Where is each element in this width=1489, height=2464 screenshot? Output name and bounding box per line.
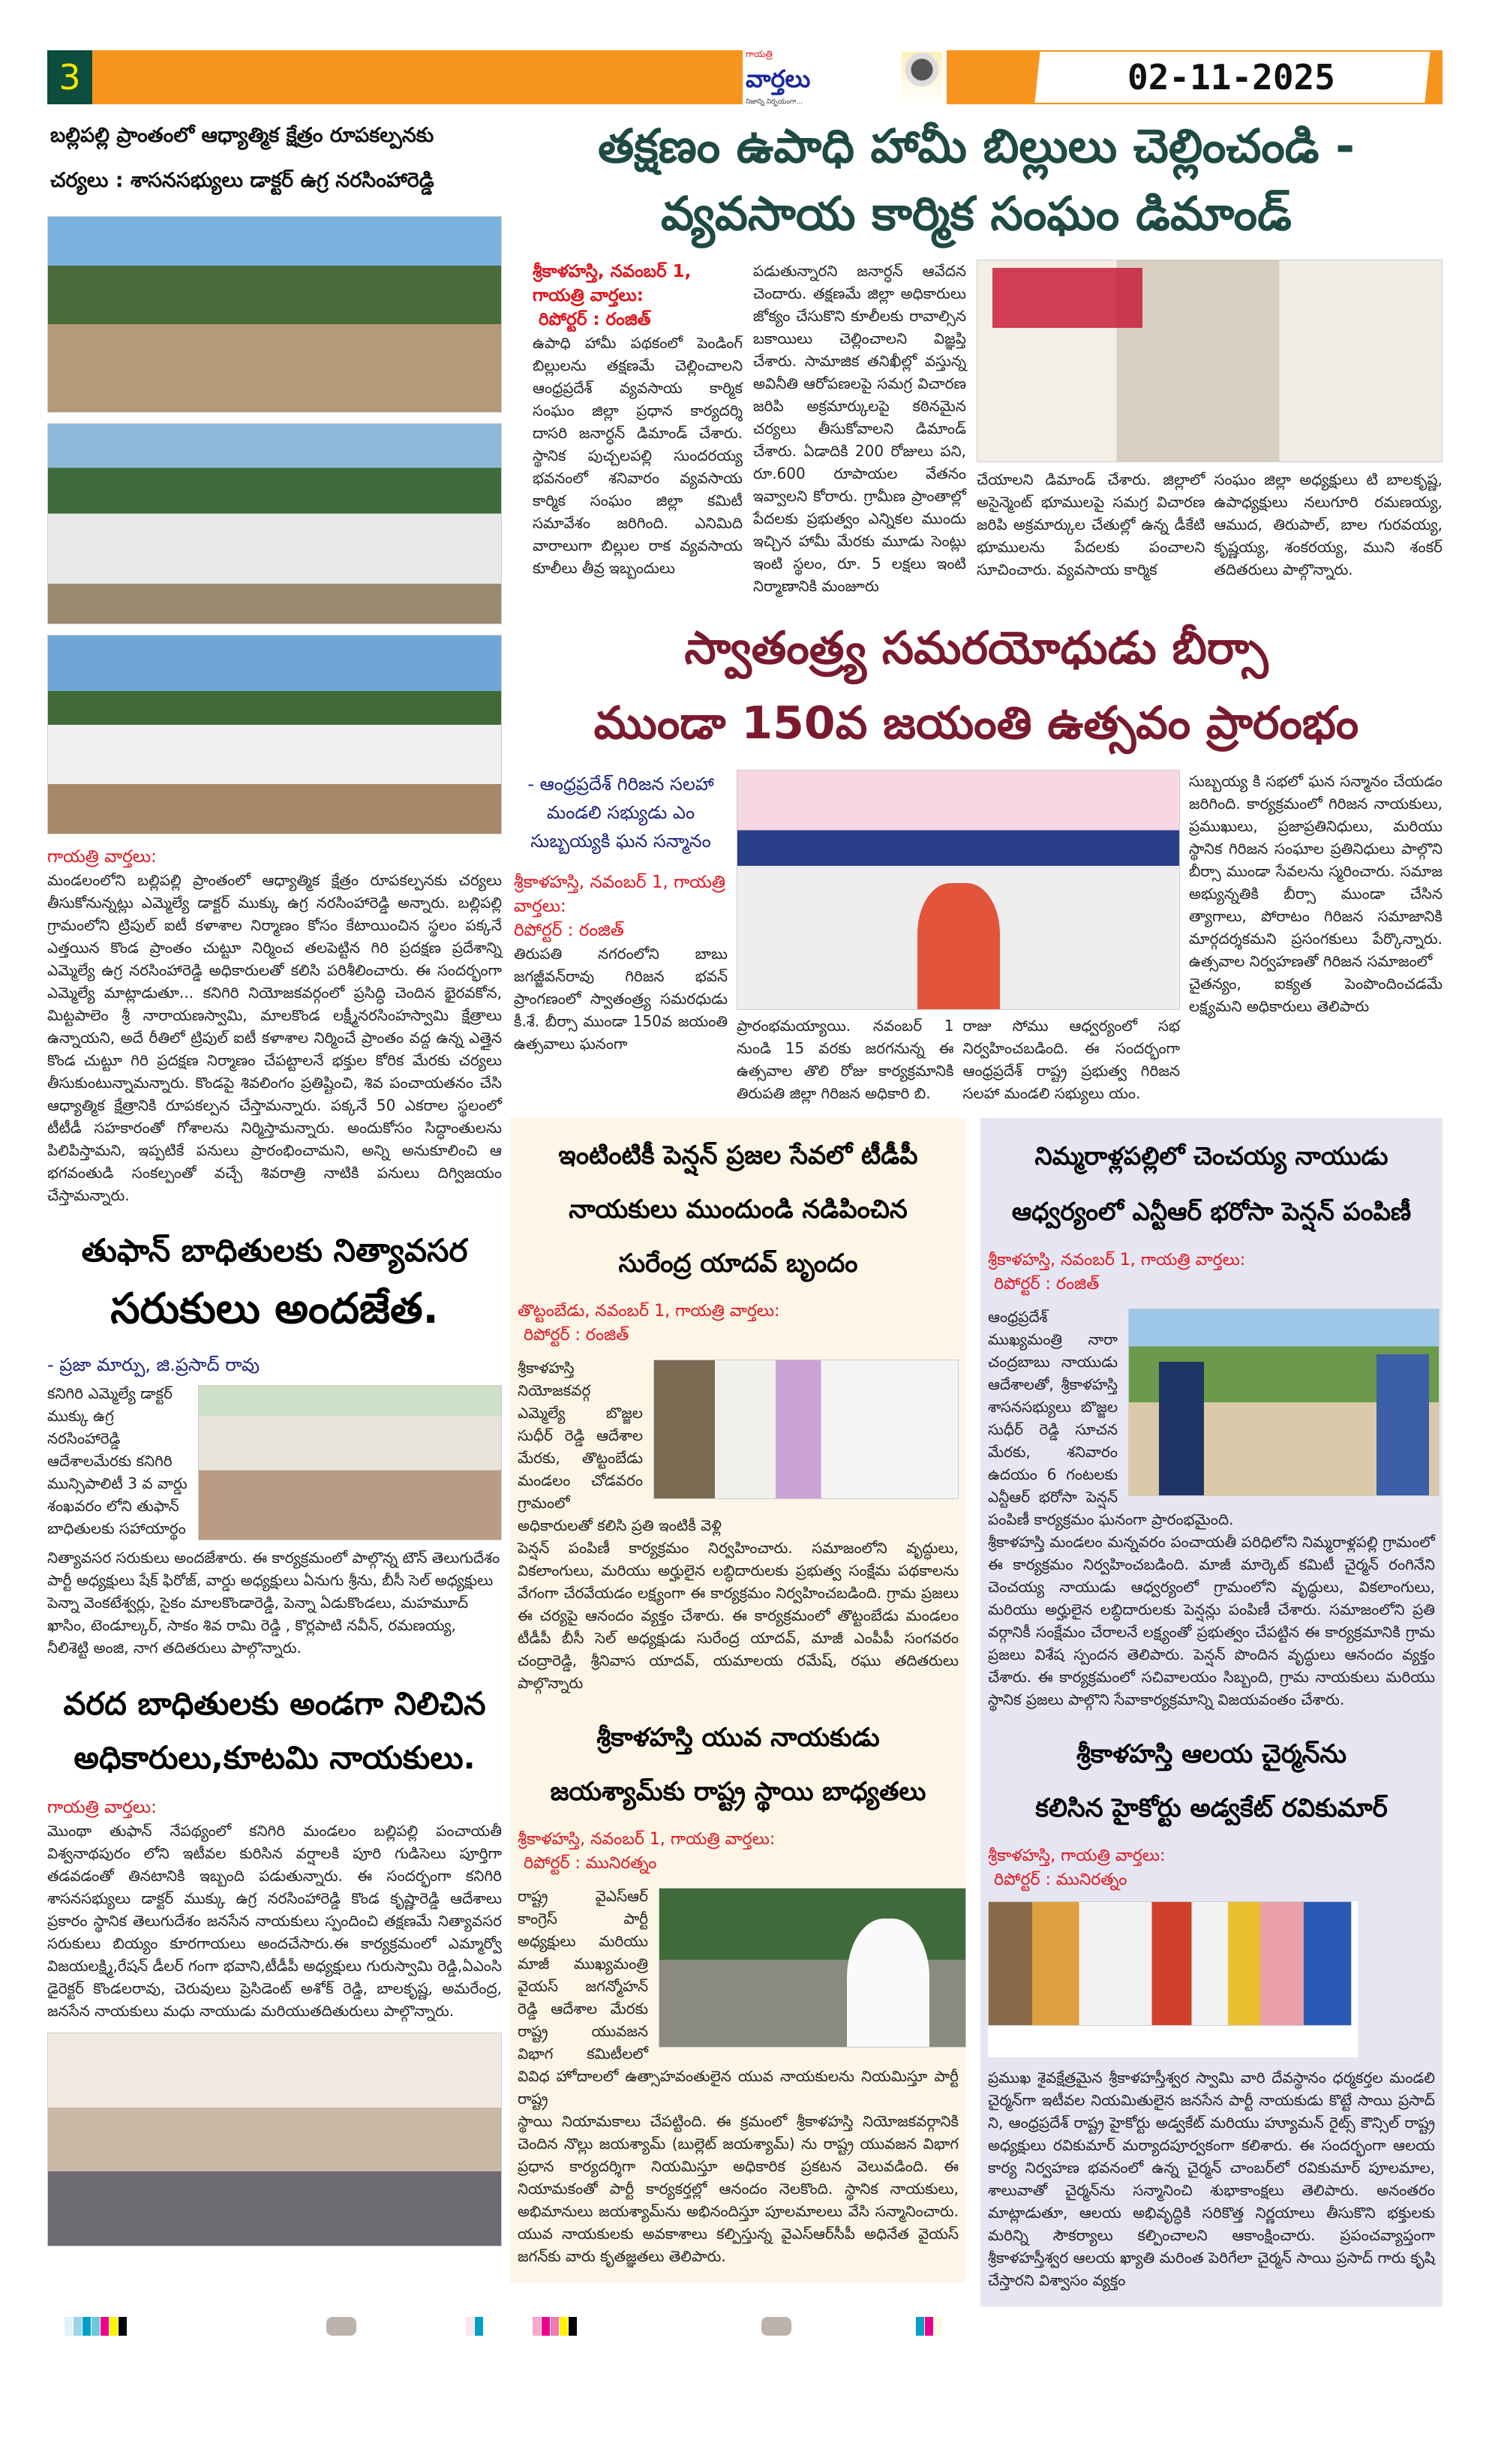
reporter: రిపోర్టర్ : రంజిత్ <box>539 310 651 329</box>
headline-line: ఆధ్వర్యంలో ఎన్టీఆర్ భరోసా పెన్షన్ పంపిణీ <box>1011 1197 1412 1226</box>
site-visit-photo-2 <box>47 423 502 624</box>
dateline-text: శ్రీకాళహస్తి, నవంబర్ 1, గాయత్రి వార్తలు: <box>518 1830 776 1849</box>
headline-line: శ్రీకాళహస్తి యువ నాయకుడు <box>596 1723 880 1753</box>
jayasyam-body: స్థాయి నియామకాలు చేపట్టింది. ఈ క్రమంలో శ్రీకాళహస్తి నియోజకవర్గానికి చెందిన నొల్లు జయశ్యామ్ (బుల్లెట్ జయశ్యామ్) ను రాష్ట్ర యువజన విభాగ ప్రధాన కార్యదర్శిగా నియమిస్తూ అధికారిక ప్రకటన వెలువడింది. ఈ నియామకంతో పార్టీ కార్యకర్తల్లో ఆనందం నెలకొంది. స్థానిక నాయకులు, అభిమానులు జయశ్యామ్‌ను అభినందిస్తూ పూలమాలలు వేసి సన్మానించారు. యువ నాయకులకు అవకాశాలు కల్పిస్తున్న వైఎస్ఆర్‌సీపీ అధినేత వైయస్ జగన్‌కు వారు కృతజ్ఞతలు తెలిపారు. <box>518 2112 959 2265</box>
site-visit-photo-3 <box>47 635 502 834</box>
logo-small-text: గాయత్రి <box>746 49 773 59</box>
headline-line: వ్యవసాయ కార్మిక సంఘం డిమాండ్ <box>661 186 1292 241</box>
color-mark <box>466 2317 474 2336</box>
color-mark <box>119 2317 127 2336</box>
article2-col1: తిరుపతి నగరంలోని బాబు జగజ్జీవన్‌రావు గిరిజన భవన్ ప్రాంగణంలో స్వాతంత్ర్య సమరధుడు కీ.శే. బీర్సా ముండా 150వ జయంతి ఉత్సవాలు ఘనంగా <box>514 945 728 1053</box>
varada-headline <box>47 1677 502 1785</box>
headline-line: అధికారులు,కూటమి నాయకులు. <box>74 1739 476 1776</box>
left-column <box>47 113 502 2306</box>
article2-bottom-a: ప్రారంభమయ్యాయి. నవంబర్ 1 నుండి 15 వరకు జరగనున్న ఈ ఉత్సవాల తొలి రోజు కార్యక్రమానికి తిరుపతి జిల్లా గిరిజన అధికారి బి. <box>737 1017 954 1102</box>
article1-col2: పడుతున్నారని జనార్ధన్ ఆవేదన చెందారు. తక్షణమే జిల్లా అధికారులు జోక్యం చేసుకొని కూలీలకు రావాల్సిన బకాయిలు చెల్లించాలని విజ్ఞప్తి చేశారు. సామాజిక తనిఖీల్లో వస్తున్న అవినీతి ఆరోపణలపై సమగ్ర విచారణ జరిపి అక్రమార్కులపై కఠినమైన చర్యలు తీసుకోవాలని డిమాండ్ చేశారు. ఏడాదికి 200 రోజులు పని, రూ.600 రూపాయల వేతనం ఇవ్వాలని కోరారు. గ్రామీణ ప్రాంతాల్లో పేదలకు ప్రభుత్వం ఎన్నికల ముందు ఇచ్చిన హామీ మేరకు మూడు సెంట్లు ఇంటి స్థలం, రూ. 5 లక్షలు ఇంటి నిర్మాణానికి మంజూరు <box>753 262 966 595</box>
pension-dateline <box>518 1300 959 1348</box>
reporter: రిపోర్టర్ : రంజిత్ <box>994 1275 1100 1294</box>
color-mark <box>761 2317 791 2336</box>
dateline-text: శ్రీకాళహస్తి, నవంబర్ 1, గాయత్రి వార్తలు: <box>988 1251 1246 1270</box>
headline-line: తక్షణం ఉపాధి హామీ బిల్లులు చెల్లించండి - <box>597 119 1355 173</box>
article1-col3: చేయాలని డిమాండ్ చేశారు. జిల్లాలో అసైన్మెంట్ భూములపై సమగ్ర విచారణ జరిపి అక్రమార్కుల చేతుల్లో ఉన్న డీకేటి భూములను పేదలకు పంచాలని సూచించారు. వ్యవసాయ కార్మిక <box>977 470 1205 578</box>
dateline-text: శ్రీకాళహస్తి, నవంబర్ 1, గాయత్రి వార్తలు: <box>514 873 725 916</box>
article2-dateline <box>514 870 728 942</box>
subhead-line: చర్యలు : శాసనసభ్యులు డాక్టర్ ఉగ్ర నరసింహారెడ్డి <box>50 169 434 192</box>
temple-dateline <box>988 1844 1435 1892</box>
issue-date: 02-11-2025 <box>1127 57 1335 98</box>
headline-line: కలిసిన హైకోర్టు అడ్వకేట్ రవికుమార్ <box>1035 1793 1388 1823</box>
article2-headline <box>510 611 1442 761</box>
right-area <box>510 113 1442 2306</box>
color-mark <box>65 2317 73 2336</box>
headline-line: ఇంటింటికీ పెన్షన్ ప్రజల సేవలో టీడీపీ <box>558 1140 918 1170</box>
ntr-pension-dateline <box>988 1249 1435 1297</box>
article1-col4: సంఘం జిల్లా అధ్యక్షులు టి బాలకృష్ణ, ఉపాధ్యక్షులు నలుగూరి రమణయ్య, ఆముద, తిరుపాల్, బాల గురవయ్య, కృష్ణయ్య, శంకరయ్య, ముని శంకర్ తదితరులు పాల్గొన్నారు. <box>1214 470 1442 578</box>
temple-photo-frame <box>988 1901 1358 2057</box>
color-mark <box>551 2317 559 2336</box>
tufan-body: నిత్యావసర సరుకులు అందజేశారు. ఈ కార్యక్రమంలో పాల్గొన్న టౌన్ తెలుగుదేశం పార్టీ అధ్యక్షులు షేక్ ఫిరోజ్, వార్డు అధ్యక్షులు ఏనుగు శ్రీను, బీసీ సెల్ అధ్యక్షులు పెన్నా వెంకటేశ్వర్లు, సైకం మాలకొండారెడ్డి, పెన్నా ఏడుకొండలు, మహమూద్ ఖాసిం, టెండూల్కర్, సాకం శివ రామి రెడ్డి , కొర్లపాటి నవీన్, రమణయ్య, నీలిశెట్టి అంజి, నాగ తదితరులు పాల్గొన్నారు. <box>47 1549 500 1657</box>
ntr-pension-narrow-text: ఆంధ్రప్రదేశ్ ముఖ్యమంత్రి నారా చంద్రబాబు నాయుడు ఆదేశాలతో, శ్రీకాళహస్తి శాసనసభ్యులు బొజ్జల సుధీర్ రెడ్డి సూచన మేరకు, శనివారం ఉదయం 6 గంటలకు ఎన్టీఆర్ భరోసా పెన్షన్ పంపిణీ కార్యక్రమం ఘనంగా ప్రారంభమైంది. <box>988 1308 1234 1528</box>
reporter: రిపోర్టర్ : రంజిత్ <box>524 1326 629 1345</box>
portrait-icon <box>902 52 942 103</box>
tufan-headline <box>47 1224 502 1342</box>
color-mark <box>83 2317 91 2336</box>
varada-dateline: గాయత్రి వార్తలు: <box>47 1798 157 1817</box>
color-mark <box>560 2317 568 2336</box>
varada-body: మొంథా తుఫాన్ నేపథ్యంలో కనిగిరి మండలం బల్లిపల్లి పంచాయతీ విశ్వనాథపురం లోని ఇటీవల కురిసిన వర్షాలకి పూరి గుడిసెలు పూర్తిగా తడవడంతో తినటానికి ఇబ్బంది పడుతున్నారు. ఈ సందర్భంగా కనిగిరి శాసనసభ్యులు డాక్టర్ ముక్కు ఉగ్ర నరసింహారెడ్డి కొండ కృష్ణారెడ్డి ఆదేశాలు ప్రకారం స్థానిక తెలుగుదేశం జనసేన నాయకులు స్పందించి తక్షణమే నిత్యావసర సరుకులు బియ్యం కూరగాయలు అందచేసారు.ఈ కార్యక్రమంలో ఎమ్మార్వో విజయలక్ష్మి,రేషన్ డీలర్ గంగా భవాని,టీడీపీ అధ్యక్షులు గురుస్వామి రెడ్డి,ఏఎంసి డైరెక్టర్ కొండలరావు, చెరువులు ప్రెసిడెంట్ అశోక్ రెడ్డి, బాలకృష్ణ, అమరేంద్ర, జనసేన నాయకులు మధు నాయుడు మరియుతదితురులు పాల్గొన్నారు. <box>47 1822 502 2020</box>
article2-bottom-c: చైతన్యం, ఐక్యత పెంపొందించడమే లక్ష్యమని అధికారులు తెలిపారు <box>1189 975 1442 1015</box>
temple-body: ప్రముఖ శైవక్షేత్రమైన శ్రీకాళహస్తీశ్వర స్వామి వారి దేవస్థానం ధర్మకర్తల మండలి చైర్మన్‌గా ఇటీవల నియమితులైన జనసేన పార్టీ నాయకుడు కొట్టే సాయి ప్రసాద్ ని, ఆంధ్రప్రదేశ్ రాష్ట్ర హైకోర్టు అడ్వకేట్ మరియు హ్యూమన్ రైట్స్ కౌన్సిల్ రాష్ట్ర అధ్యక్షులు రవికుమార్ మర్యాదపూర్వకంగా కలిశారు. ఈ సందర్భంగా ఆలయ కార్య నిర్వహణ భవనంలో ఉన్న చైర్మన్ చాంబర్‌లో రవికుమార్ పూలమాల, శాలువాతో చైర్మన్‌ను సన్మానించి శుభాకాంక్షలు తెలిపారు. అనంతరం మాట్లాడుతూ, ఆలయ అభివృద్ధికి సరికొత్త నిర్ణయాలు తీసుకొని భక్తులకు మరిన్ని సౌకర్యాలు కల్పించాలని ఆకాంక్షించారు. ప్రపంచవ్యాప్తంగా శ్రీకాళహస్తీశ్వర ఆలయ ఖ్యాతి మరింత పెరిగేలా చైర్మన్ సాయి ప్రసాద్ గారు కృషి చేస్తారని విశ్వాసం వ్యక్తం <box>988 2069 1435 2289</box>
ntr-pension-body: శ్రీకాళహస్తి మండలం మన్నవరం పంచాయతీ పరిధిలోని నిమ్మరాళ్లపల్లి గ్రామంలో ఈ కార్యక్రమం నిర్వహించబడింది. మాజీ మార్కెట్ కమిటీ చైర్మన్ రంగినేని చెంచయ్య నాయుడు ఆధ్వర్యంలో గ్రామంలోని వృద్ధులు, వికలాంగులు, మరియు అర్హులైన లబ్ధిదారులకు పెన్షన్లు పంపిణీ చేశారు. సమాజంలోని ప్రతి వర్గానికీ సంక్షేమం చేరాలనే లక్ష్యంతో ప్రభుత్వం చేపట్టిన ఈ కార్యక్రమానికి గ్రామ ప్రజలు విశేష స్పందన తెలిపారు. పెన్షన్ పొందిన వృద్ధులు ఆనందం వ్యక్తం చేశారు. ఈ కార్యక్రమంలో సచివాలయం సిబ్బంది, గ్రామ నాయకులు మరియు స్థానిక ప్రజలు పాల్గొని సేవాకార్యక్రమాన్ని విజయవంతం చేశారు. <box>988 1533 1435 1708</box>
headline-line: సురేంద్ర యాదవ్ బృందం <box>618 1249 858 1279</box>
color-mark <box>74 2317 82 2336</box>
color-mark <box>110 2317 118 2336</box>
temple-chairman-photo <box>988 1901 1352 2026</box>
dateline-text: శ్రీకాళహస్తి, నవంబర్ 1, గాయత్రి వార్తలు: <box>533 262 692 305</box>
article1-dateline <box>533 260 743 332</box>
color-mark <box>101 2317 109 2336</box>
reporter: రిపోర్టర్ : రంజిత్ <box>514 921 624 940</box>
logo-main-text: వార్తలు <box>746 65 811 93</box>
headline-line: స్వాతంత్ర్య సమరయోధుడు బీర్సా <box>684 622 1268 675</box>
color-mark <box>326 2317 356 2336</box>
color-mark <box>533 2317 541 2336</box>
pension-body: పెన్షన్ పంపిణీ కార్యక్రమం నిర్వహించారు. సమాజంలోని వృద్ధులు, వికలాంగులు, మరియు అర్హులైన లబ్ధిదారులకు ప్రభుత్వ సంక్షేమ పథకాలను వేగంగా చేరవేయడం లక్ష్యంగా ఈ కార్యక్రమం నిర్వహించబడింది. గ్రామ ప్రజలు ఈ చర్యపై ఆనందం వ్యక్తం చేశారు. ఈ కార్యక్రమంలో తొట్టంబేడు మండలం టీడీపీ బీసీ సెల్ అధ్యక్షుడు సురేంద్ర యాదవ్, మాజీ ఎంపీపీ సంగవరం చంద్రారెడ్డి, శ్రీనివాస యాదవ్, యమాలయ రమేష్, రఘు తదితరులు పాల్గొన్నారు <box>518 1539 959 1692</box>
headline-line: ముండా 150వ జయంతి ఉత్సవం ప్రారంభం <box>593 697 1359 750</box>
pension-panel <box>510 1118 966 2282</box>
pension-distribution-photo <box>653 1360 959 1499</box>
jayasyam-portrait-photo <box>659 1888 966 2048</box>
color-mark <box>475 2317 483 2336</box>
headline-line: సరుకులు అందజేత. <box>110 1285 439 1333</box>
dateline-text: శ్రీకాళహస్తి, గాయత్రి వార్తలు: <box>988 1846 1166 1865</box>
color-mark <box>934 2317 942 2336</box>
reporter: రిపోర్టర్ : మునిరత్నం <box>994 1871 1127 1889</box>
ntr-pension-headline <box>988 1128 1435 1240</box>
tufan-narrow-text: కనిగిరి ఎమ్మెల్యే డాక్టర్ ముక్కు ఉగ్ర నరసింహారెడ్డి ఆదేశాలమేరకు కనిగిరి మున్సిపాలిటీ 3 వ వార్డు శంఖవరం లోని తుఫాన్ బాధితులకు సహాయార్థం <box>47 1384 188 1537</box>
headline-line: జయశ్యామ్‌కు రాష్ట్ర స్థాయి బాధ్యతలు <box>550 1777 926 1807</box>
subhead-line: బల్లిపల్లి ప్రాంతంలో ఆధ్యాత్మిక క్షేత్రం రూపకల్పనకు <box>50 124 434 147</box>
jayasyam-headline <box>518 1711 959 1819</box>
color-mark <box>92 2317 100 2336</box>
color-mark <box>569 2317 577 2336</box>
newspaper-logo <box>743 47 947 107</box>
left-article-body: మండలంలోని బల్లిపల్లి ప్రాంతంలో ఆధ్యాత్మిక క్షేత్రం రూపకల్పనకు చర్యలు తీసుకోనున్నట్లు ఎమ్మెల్యే డాక్టర్ ముక్కు ఉగ్ర నరసింహారెడ్డి అన్నారు. బల్లిపల్లి గ్రామంలోని ట్రిపుల్ ఐటీ కళాశాల నిర్మాణం కోసం కేటాయించిన స్థలం పక్కనే ఎత్తయిన కొండ ప్రాంతం చుట్టూ నిర్మించ తలపెట్టిన గిరి ప్రదక్షణ ప్రదేశాన్ని ఎమ్మెల్యే ఉగ్ర నరసింహారెడ్డి అధికారులతో కలిసి పరిశీలించారు. ఈ సందర్భంగా ఎమ్మెల్యే మాట్లాడుతూ... కనిగిరి నియోజకవర్గంలో ప్రసిద్ధి చెందిన భైరవకోన, మిట్టపాలెం శ్రీ నారాయణస్వామి, మాలకొండ లక్ష్మీనరసింహస్వామి క్షేత్రాలు ఉన్నాయని, అదే రీతిలో ట్రిపుల్ ఐటీ కళాశాల నిర్మించే ప్రాంతం వద్ద ఉన్న ఎత్తైన కొండ చుట్టూ గిరి ప్రదక్షణ నిర్మాణం చేపట్టాలనే భక్తుల కోరిక మేరకు చర్యలు తీసుకుంటున్నామన్నారు. కొండపై శివలింగం ప్రతిష్టించి, శివ పంచాయతనం చేసి ఆధ్యాత్మిక క్షేత్రానికి రూపకల్పన చేస్తామన్నారు. పక్కనే 50 ఎకరాల స్థలంలో టీటీడీ సహకారంతో గోశాలను నిర్మిస్తామన్నారు. అందుకోసం సిద్ధాంతులను పిలిపిస్తామని, ఇప్పటికే పనులు ప్రారంభించామని, అన్ని అనుకూలించి ఆ భగవంతుడి సంకల్పంతో వచ్చే శివరాత్రి నాటికి పనులు దిగ్విజయం చేస్తామన్నారు. <box>47 871 502 1204</box>
ntr-pension-photo <box>1128 1309 1439 1496</box>
union-meeting-photo <box>977 260 1442 462</box>
pension-headline <box>518 1128 959 1291</box>
jayasyam-dateline <box>518 1828 959 1876</box>
page-number-box <box>47 50 92 104</box>
page-number: 3 <box>59 57 81 98</box>
headline-line: తుఫాన్ బాధితులకు నిత్యావసర <box>81 1232 468 1269</box>
headline-line: వరద బాధితులకు అండగా నిలిచిన <box>63 1685 486 1722</box>
dateline-text: తొట్టంబేడు, నవంబర్ 1, గాయత్రి వార్తలు: <box>518 1302 780 1321</box>
pension-narrow-text: శ్రీకాళహస్తి నియోజకవర్గ ఎమ్మెల్యే బొజ్జల సుధీర్ రెడ్డి ఆదేశాల మేరకు, తొట్టంబేడు మండలం చోడవరం గ్రామంలో అధికారులతో కలిసి ప్రతి ఇంటికీ వెళ్లి <box>518 1359 722 1534</box>
article1-headline <box>510 113 1442 248</box>
article2-subhead: - ఆంధ్రప్రదేశ్ గిరిజన సలహా మండలి సభ్యుడు ఎం సుబ్బయ్యకి ఘన సన్మానం <box>527 774 714 852</box>
article2 <box>510 611 1442 1104</box>
article2-right-col: సుబ్బయ్య కి సభలో ఘన సన్మానం చేయడం జరిగింది. కార్యక్రమంలో గిరిజన నాయకులు, ప్రముఖులు, ప్రజాప్రతినిధులు, మరియు స్థానిక గిరిజన సంఘాల ప్రతినిధులు పాల్గొని బీర్సా ముండా సేవలను స్మరించారు. సమాజ అభ్యున్నతికి బీర్సా ముండా చేసిన త్యాగాలు, పోరాటం గిరిజన సమాజానికి మార్గదర్శకమని ప్రసంగకులు పేర్కొన్నారు. ఉత్సవాల నిర్వహణతో గిరిజన సమాజంలో <box>1189 772 1442 970</box>
color-mark <box>542 2317 550 2336</box>
reporter: రిపోర్టర్ : మునిరత్నం <box>524 1854 657 1873</box>
left-subhead <box>47 113 502 206</box>
jayasyam-narrow-text: రాష్ట్ర వైఎస్ఆర్ కాంగ్రెస్ పార్టీ అధ్యక్షులు మరియు మాజీ ముఖ్యమంత్రి వైయస్ జగన్మోహన్ రెడ్డి ఆదేశాల మేరకు రాష్ట్ర యువజన విభాగ కమిటీలలో వివిధ హోదాలలో ఉత్సాహవంతులైన యువ నాయకులను నియమిస్తూ పార్టీ రాష్ట్ర <box>518 1887 959 2108</box>
tufan-byline: - ప్రజా మార్పు, జి.ప్రసాద్ రావు <box>47 1354 260 1375</box>
ntr-pension-panel <box>980 1118 1442 2306</box>
article1 <box>510 113 1442 597</box>
felicitation-photo <box>737 770 1180 1010</box>
flood-relief-photo <box>47 2033 502 2246</box>
relief-distribution-photo <box>198 1385 502 1540</box>
site-visit-photo-1 <box>47 216 502 413</box>
article2-bottom-b: రాజు సోము ఆధ్వర్యంలో సభ నిర్వహించబడింది. ఈ సందర్భంగా ఆంధ్రప్రదేశ్ రాష్ట్ర ప్రభుత్వ గిరిజన సలహా మండలి సభ్యులు యం. <box>962 1017 1180 1102</box>
color-mark <box>916 2317 924 2336</box>
masthead <box>47 50 1442 104</box>
logo-tagline: నిజాన్ని నిర్భయంగా... <box>746 98 803 106</box>
headline-line: నాయకులు ముందుండి నడిపించిన <box>569 1194 908 1224</box>
color-mark <box>925 2317 933 2336</box>
article1-col1: ఉపాధి హామీ పథకంలో పెండింగ్ బిల్లులను తక్షణమే చెల్లించాలని ఆంధ్రప్రదేశ్ వ్యవసాయ కార్మిక సంఘం జిల్లా ప్రధాన కార్యదర్శి దాసరి జనార్ధన్ డిమాండ్ చేశారు. స్థానిక పుచ్చలపల్లి సుందరయ్య భవనంలో శనివారం వ్యవసాయ కార్మిక సంఘం జిల్లా కమిటీ సమావేశం జరిగింది. ఎనిమిది వారాలుగా బిల్లుల రాక వ్యవసాయ కూలీలు తీవ్ర ఇబ్బందులు <box>533 334 743 577</box>
print-color-marks <box>47 2317 1442 2339</box>
left-dateline: గాయత్రి వార్తలు: <box>47 847 157 867</box>
headline-line: నిమ్మరాళ్లపల్లిలో చెంచయ్య నాయుడు <box>1034 1141 1388 1170</box>
headline-line: శ్రీకాళహస్తి ఆలయ చైర్మన్‌ను <box>1076 1739 1347 1769</box>
temple-headline <box>988 1727 1435 1835</box>
